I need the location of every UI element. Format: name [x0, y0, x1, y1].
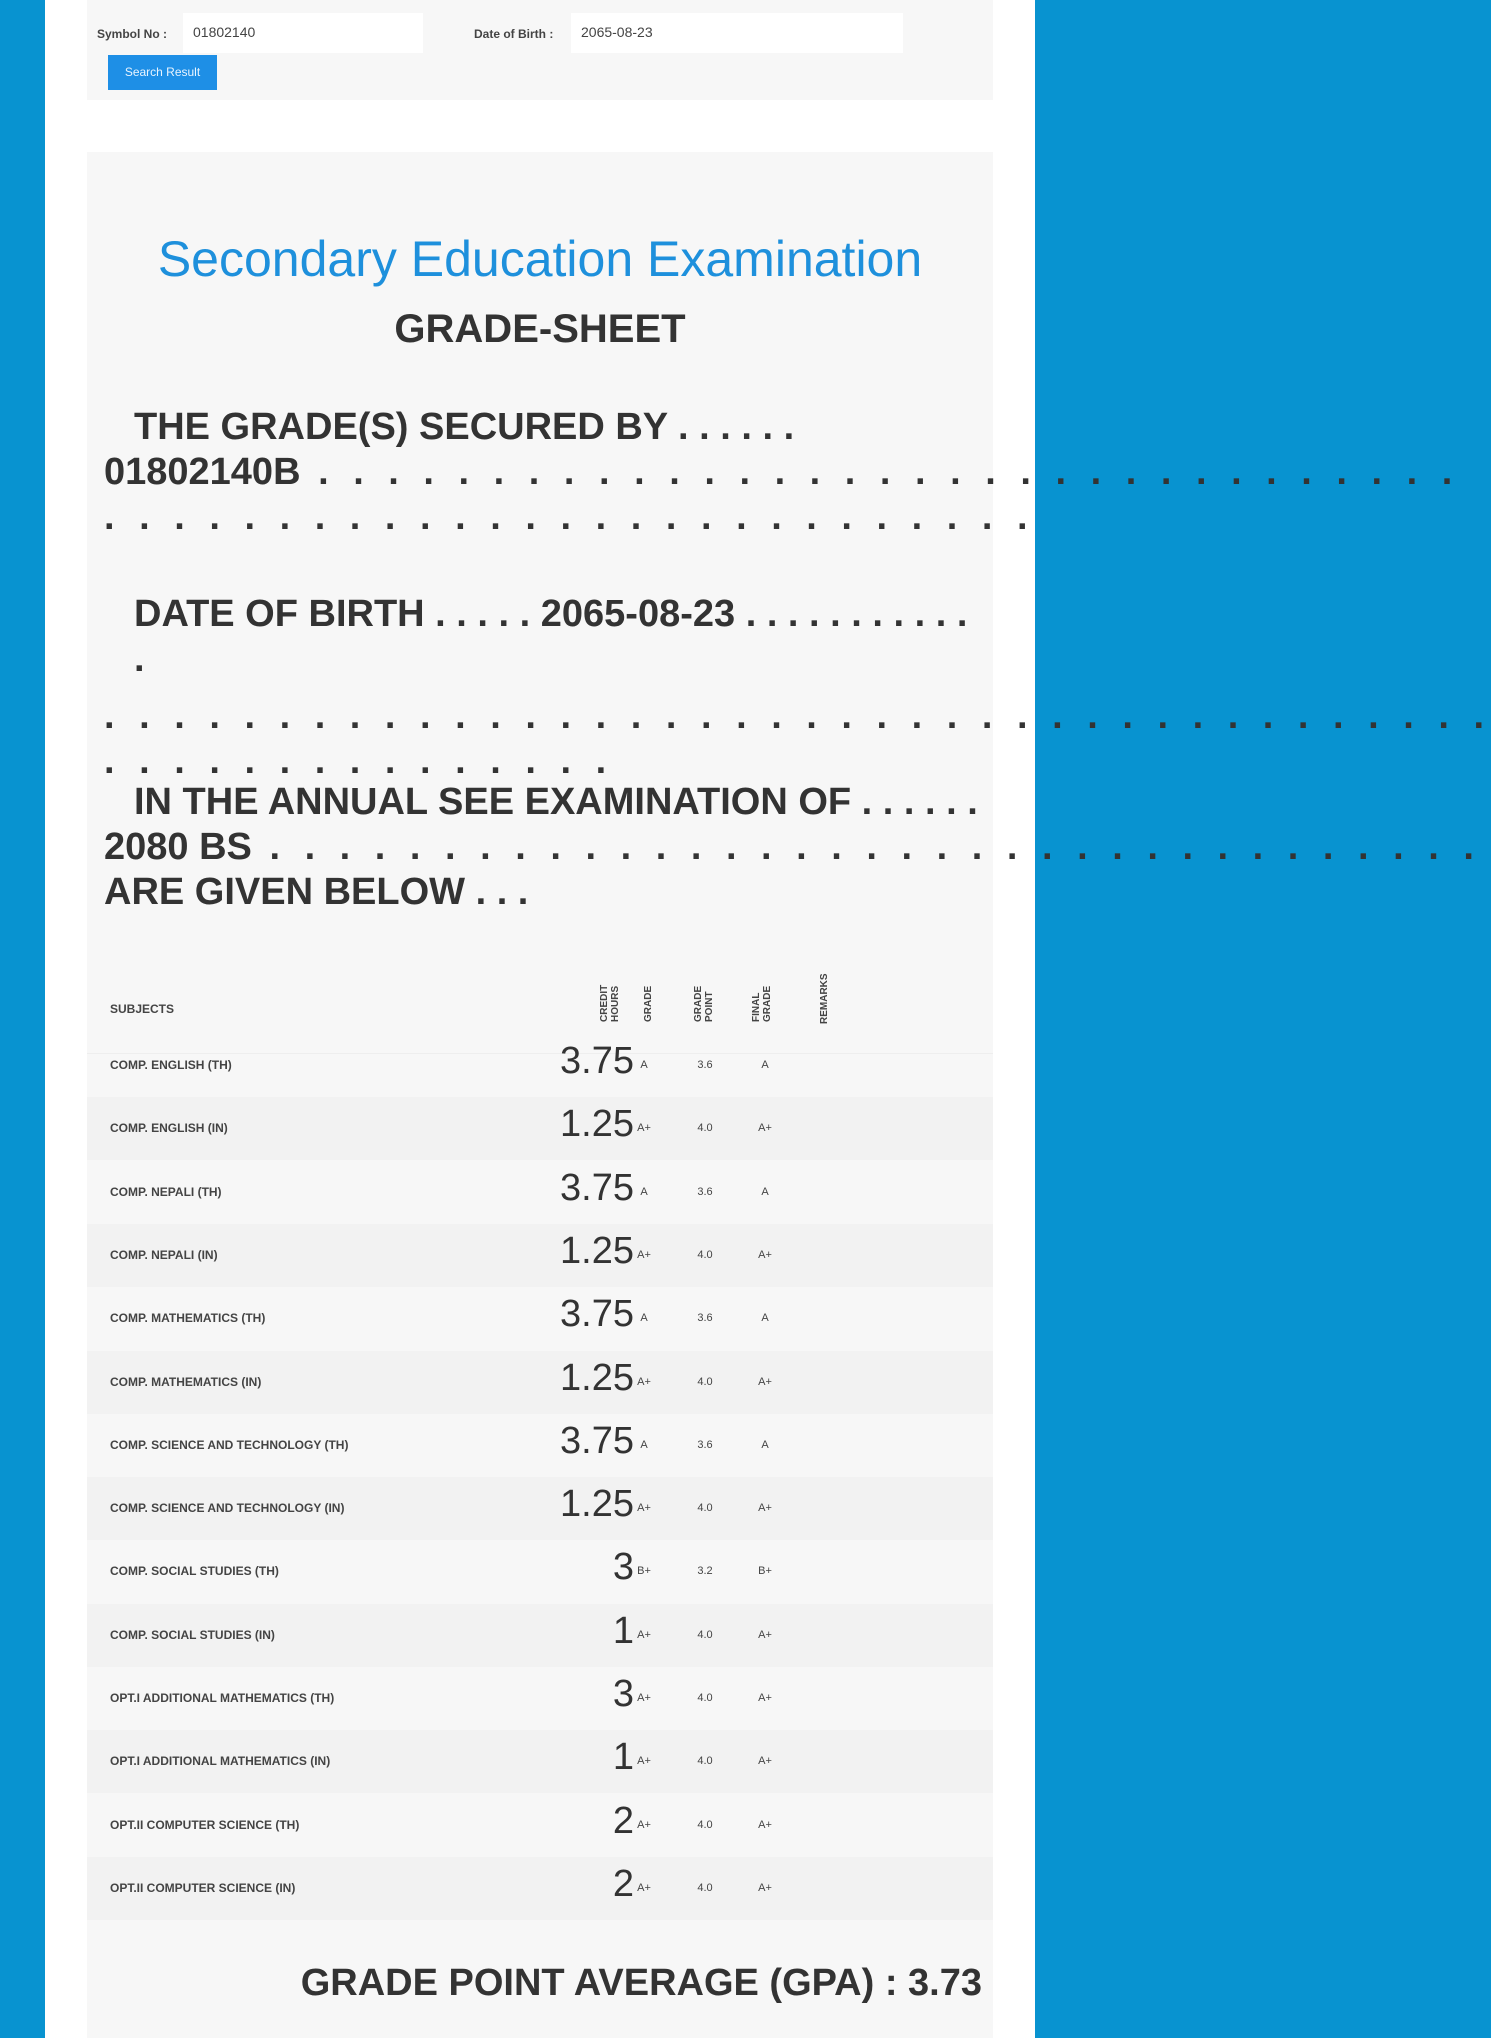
grade-cell: A	[640, 1312, 648, 1325]
given-below: ARE GIVEN BELOW . . .	[104, 871, 529, 913]
header-subjects: SUBJECTS	[110, 1002, 175, 1016]
final-grade-cell: B+	[758, 1565, 772, 1578]
grade-point-cell: 4.0	[697, 1755, 713, 1768]
final-grade-cell: A+	[758, 1881, 772, 1894]
dob-block: DATE OF BIRTH . . . . . 2065-08-23 . . . . . . . . . . . . . . . . . . . . . . . . . . . . . . . . . . . . . . . . . . . . . . . . . . . . . . . . . . . . . . . . . . .	[104, 593, 1491, 782]
subject-cell: OPT.I ADDITIONAL MATHEMATICS (IN)	[110, 1754, 331, 1769]
credit-hours-cell: 1	[612, 1609, 634, 1652]
final-grade-cell: A+	[758, 1375, 772, 1388]
header-remarks: REMARKS	[819, 973, 830, 1024]
subject-cell: OPT.II COMPUTER SCIENCE (TH)	[110, 1817, 300, 1832]
grade-cell: A+	[637, 1692, 651, 1704]
exam-year: 2080 BS	[104, 826, 252, 868]
page	[45, 0, 1491, 2038]
grade-cell: A+	[637, 1502, 651, 1515]
final-grade-cell: A+	[758, 1755, 772, 1768]
credit-hours-cell: 1	[612, 1736, 634, 1779]
table-row	[87, 1224, 993, 1287]
table-row	[87, 1287, 993, 1350]
symbol-input[interactable]: 01802140	[183, 13, 423, 53]
search-result-button[interactable]: Search Result	[108, 55, 217, 90]
final-grade-cell: A+	[758, 1122, 772, 1135]
final-grade-cell: A	[761, 1059, 769, 1071]
grade-cell: A	[640, 1059, 648, 1071]
grade-cell: A+	[637, 1122, 651, 1135]
secured-by-label: THE GRADE(S) SECURED BY	[134, 406, 668, 448]
credit-hours-cell: 3	[612, 1673, 634, 1715]
table-row	[87, 1097, 993, 1160]
dob-input[interactable]: 2065-08-23	[571, 13, 903, 53]
secured-by-block: THE GRADE(S) SECURED BY . . . . . . 01802140B . . . . . . . . . . . . . . . . . . . . . . . . . . . . . . . . . . . . . . . . . . . . . . . . . . . . . . . . . . . .	[104, 406, 1460, 538]
final-grade-cell: A+	[758, 1692, 772, 1704]
grade-cell: A+	[637, 1881, 651, 1894]
grade-cell: A	[640, 1185, 648, 1198]
table-row	[87, 1540, 993, 1603]
grade-point-cell: 3.6	[697, 1185, 713, 1198]
credit-hours-cell: 1.25	[560, 1356, 634, 1399]
grade-sheet-heading: GRADE-SHEET	[394, 307, 686, 351]
credit-hours-cell: 3.75	[560, 1166, 634, 1209]
grade-point-cell: 4.0	[697, 1692, 713, 1704]
subject-cell: COMP. SOCIAL STUDIES (TH)	[110, 1564, 279, 1579]
credit-hours-cell: 1.25	[560, 1229, 634, 1272]
subject-cell: COMP. SCIENCE AND TECHNOLOGY (TH)	[110, 1437, 349, 1452]
final-grade-cell: A+	[758, 1818, 772, 1831]
subject-cell: COMP. SOCIAL STUDIES (IN)	[110, 1627, 275, 1642]
table-row	[87, 1351, 993, 1414]
exam-label: IN THE ANNUAL SEE EXAMINATION OF	[134, 781, 852, 823]
subject-cell: COMP. MATHEMATICS (IN)	[110, 1374, 262, 1389]
grade-point-cell: 3.2	[697, 1565, 713, 1578]
grade-cell: A+	[637, 1628, 651, 1641]
exam-block: IN THE ANNUAL SEE EXAMINATION OF . . . . . . 2080 BS . . . . . . . . . . . . . . . . . . . . . . . . . . . . . . . . . . . ARE GIVEN BELOW . . .	[104, 781, 1481, 913]
table-row	[87, 1414, 993, 1477]
subject-cell: COMP. SCIENCE AND TECHNOLOGY (IN)	[110, 1501, 345, 1516]
credit-hours-cell: 3.75	[560, 1419, 634, 1462]
header-grade: GRADE	[643, 985, 654, 1022]
dob-label-sheet: DATE OF BIRTH	[134, 593, 425, 635]
gpa: GRADE POINT AVERAGE (GPA) : 3.73	[300, 1962, 982, 2004]
header-credit-hours: CREDIT HOURS	[599, 984, 621, 1022]
grade-point-cell: 3.6	[697, 1312, 713, 1325]
header-final-grade: FINAL GRADE	[751, 985, 773, 1022]
credit-hours-cell: 3	[612, 1546, 634, 1589]
grade-point-cell: 4.0	[697, 1818, 713, 1831]
final-grade-cell: A	[761, 1312, 769, 1325]
grade-cell: A+	[637, 1755, 651, 1768]
header-grade-point: GRADE POINT	[693, 985, 715, 1022]
table-row	[87, 1794, 993, 1857]
subject-cell: COMP. ENGLISH (IN)	[110, 1121, 228, 1136]
symbol-label: Symbol No :	[97, 27, 168, 41]
credit-hours-cell: 1.25	[560, 1103, 634, 1146]
credit-hours-cell: 3.75	[560, 1293, 634, 1336]
final-grade-cell: A	[761, 1185, 769, 1198]
table-row	[87, 1161, 993, 1224]
table-row	[87, 1730, 993, 1793]
grade-point-cell: 3.6	[697, 1059, 713, 1071]
grade-cell: A+	[637, 1248, 651, 1261]
credit-hours-cell: 2	[612, 1862, 634, 1905]
table-row	[87, 1604, 993, 1667]
grade-point-cell: 4.0	[697, 1375, 713, 1388]
grade-cell: A	[640, 1438, 648, 1451]
grade-point-cell: 3.6	[697, 1438, 713, 1451]
symbol-number: 01802140B	[104, 451, 301, 493]
final-grade-cell: A+	[758, 1628, 772, 1641]
table-row	[87, 1857, 993, 1920]
subject-cell: OPT.I ADDITIONAL MATHEMATICS (TH)	[110, 1691, 335, 1705]
subject-cell: COMP. NEPALI (TH)	[110, 1184, 222, 1199]
grade-point-cell: 4.0	[697, 1502, 713, 1515]
grade-cell: B+	[637, 1565, 651, 1578]
grade-cell: A+	[637, 1818, 651, 1831]
dob-label: Date of Birth :	[474, 27, 554, 41]
dob-value-sheet: 2065-08-23	[540, 593, 736, 635]
subject-cell: COMP. ENGLISH (TH)	[110, 1058, 232, 1072]
credit-hours-cell: 2	[612, 1799, 634, 1842]
grade-sheet	[87, 152, 1491, 2038]
table-row	[87, 1034, 993, 1097]
credit-hours-cell: 3.75	[560, 1040, 634, 1082]
table-row	[87, 1667, 993, 1730]
grade-point-cell: 4.0	[697, 1881, 713, 1894]
table-row	[87, 1477, 993, 1540]
grade-point-cell: 4.0	[697, 1122, 713, 1135]
final-grade-cell: A+	[758, 1248, 772, 1261]
grade-point-cell: 4.0	[697, 1628, 713, 1641]
exam-title: Secondary Education Examination	[157, 231, 923, 287]
grade-point-cell: 4.0	[697, 1248, 713, 1261]
final-grade-cell: A	[761, 1438, 769, 1451]
subject-cell: OPT.II COMPUTER SCIENCE (IN)	[110, 1880, 296, 1895]
grade-cell: A+	[637, 1375, 651, 1388]
search-form	[87, 0, 993, 100]
subject-cell: COMP. MATHEMATICS (TH)	[110, 1311, 266, 1326]
subject-cell: COMP. NEPALI (IN)	[110, 1247, 218, 1262]
credit-hours-cell: 1.25	[560, 1483, 634, 1526]
final-grade-cell: A+	[758, 1502, 772, 1515]
